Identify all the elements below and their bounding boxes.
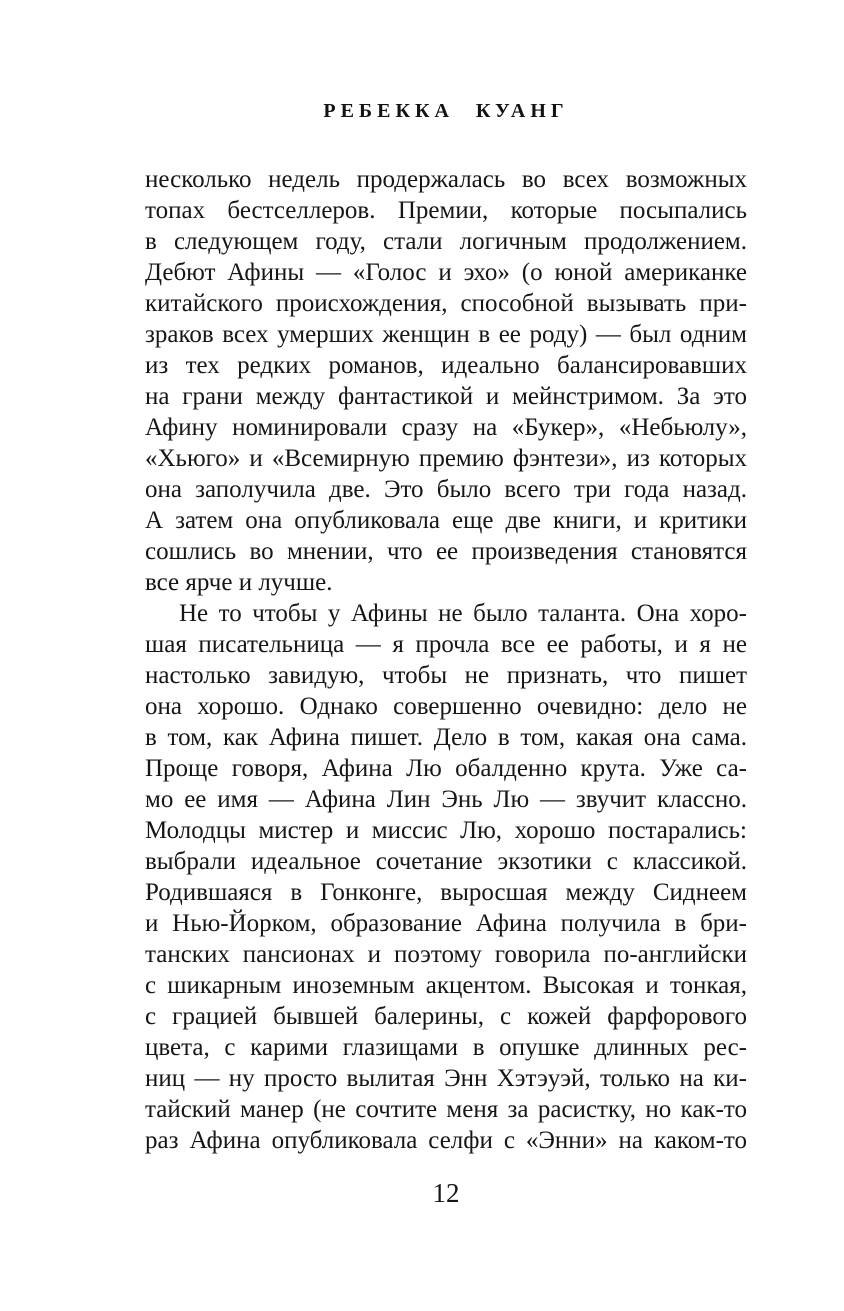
text-line: в том, как Афина пишет. Дело в том, какая она сама.: [145, 724, 747, 751]
text-line: шая писательница — я прочла все ее работы, и я не: [145, 631, 747, 658]
text-line: тайский манер (не сочтите меня за расистку, но как-то: [145, 1096, 747, 1123]
text-line: танских пансионах и поэтому говорила по-английски: [145, 941, 747, 968]
text-line: Родившаяся в Гонконге, выросшая между Сиднеем: [145, 879, 747, 906]
text-line: она заполучила две. Это было всего три года назад.: [145, 476, 747, 503]
text-line: с грацией бывшей балерины, с кожей фарфорового: [145, 1003, 747, 1030]
text-line: Проще говоря, Афина Лю обалденно крута. Уже са-: [145, 755, 747, 782]
text-line: «Хьюго» и «Всемирную премию фэнтези», из которых: [145, 445, 747, 472]
page-number: 12: [432, 1178, 460, 1208]
text-line: из тех редких романов, идеально балансировавших: [145, 352, 747, 379]
text-line: с шикарным иноземным акцентом. Высокая и тонкая,: [145, 972, 747, 999]
text-line: несколько недель продержалась во всех возможных: [145, 166, 747, 193]
text-block: [145, 164, 747, 1156]
text-line: все ярче и лучше.: [145, 569, 333, 596]
text-line: настолько завидую, чтобы не признать, что пишет: [145, 662, 747, 689]
text-line: Не то чтобы у Афины не было таланта. Она хоро-: [179, 600, 747, 627]
text-line: топах бестселлеров. Премии, которые посыпались: [145, 197, 747, 224]
text-line: мо ее имя — Афина Лин Энь Лю — звучит классно.: [145, 786, 747, 813]
text-line: Дебют Афины — «Голос и эхо» (о юной американке: [145, 259, 747, 286]
text-line: выбрали идеальное сочетание экзотики с классикой.: [145, 848, 747, 875]
text-line: и Нью-Йорком, образование Афина получила в бри-: [145, 910, 747, 937]
text-line: Афину номинировали сразу на «Букер», «Небьюлу»,: [145, 414, 747, 441]
text-line: она хорошо. Однако совершенно очевидно: дело не: [145, 693, 747, 720]
text-line: в следующем году, стали логичным продолжением.: [145, 228, 747, 255]
text-line: цвета, с карими глазищами в опушке длинных рес-: [145, 1034, 747, 1061]
text-line: сошлись во мнении, что ее произведения становятся: [145, 538, 747, 565]
text-line: китайского происхождения, способной вызывать при-: [145, 290, 747, 317]
text-line: ниц — ну просто вылитая Энн Хэтэуэй, только на ки-: [145, 1065, 747, 1092]
text-line: на грани между фантастикой и мейнстримом. За это: [145, 383, 747, 410]
text-line: А затем она опубликовала еще две книги, и критики: [145, 507, 747, 534]
text-line: Молодцы мистер и миссис Лю, хорошо постарались:: [145, 817, 747, 844]
text-line: раз Афина опубликовала селфи с «Энни» на каком-то: [145, 1127, 747, 1154]
text-line: зраков всех умерших женщин в ее роду) — был одним: [145, 321, 747, 348]
running-header: РЕБЕККА КУАНГ: [323, 100, 569, 122]
